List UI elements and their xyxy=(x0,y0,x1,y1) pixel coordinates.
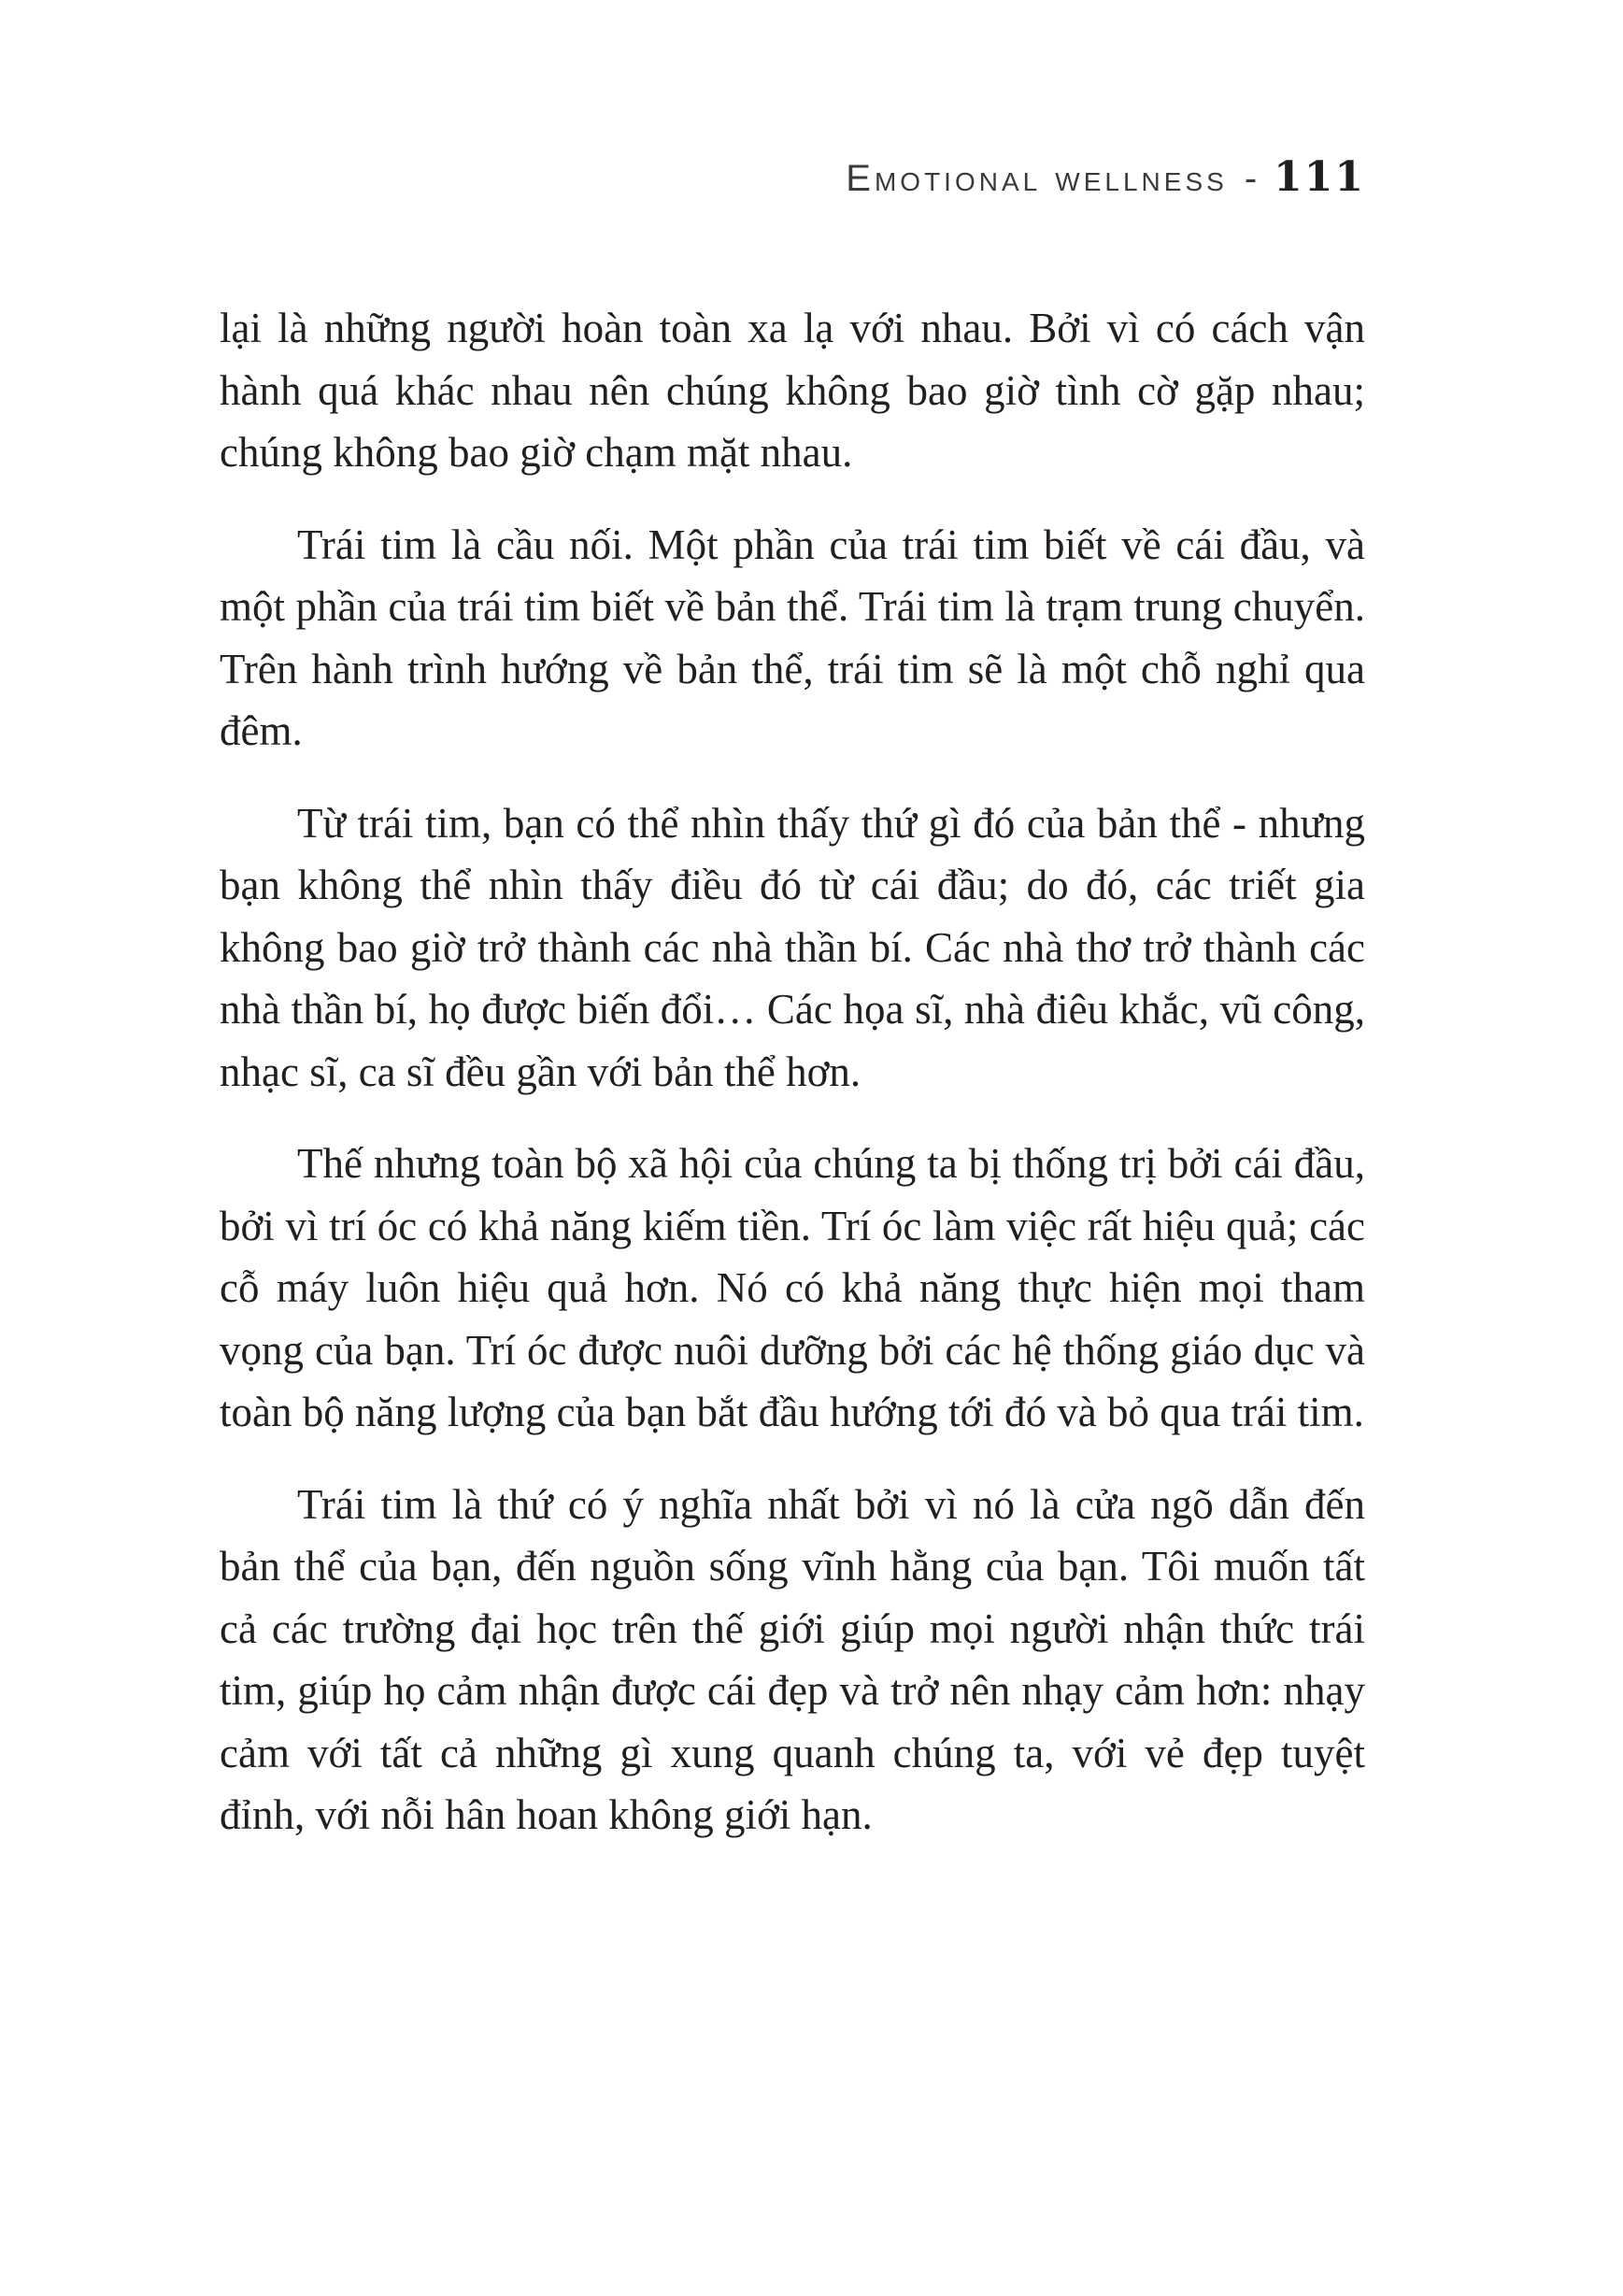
paragraph-4: Thế nhưng toàn bộ xã hội của chúng ta bị thống trị bởi cái đầu, bởi vì trí óc có khả năng kiếm tiền. Trí óc làm việc rất hiệu quả; các cỗ máy luôn hiệu quả hơn. Nó có khả năng thực hiện mọi tham vọng của bạn. Trí óc được nuôi dưỡng bởi các hệ thống giáo dục và toàn bộ năng lượng của bạn bắt đầu hướng tới đó và bỏ qua trái tim. xyxy=(220,1140,1365,1435)
page-body xyxy=(220,297,1365,1876)
running-header xyxy=(846,148,1365,208)
page-number: 111 xyxy=(1274,153,1365,201)
paragraph-1: lại là những người hoàn toàn xa lạ với nhau. Bởi vì có cách vận hành quá khác nhau nên chúng không bao giờ tình cờ gặp nhau; chúng không bao giờ chạm mặt nhau. xyxy=(220,305,1365,476)
paragraph-5: Trái tim là thứ có ý nghĩa nhất bởi vì nó là cửa ngõ dẫn đến bản thể của bạn, đến nguồn sống vĩnh hằng của bạn. Tôi muốn tất cả các trường đại học trên thế giới giúp mọi người nhận thức trái tim, giúp họ cảm nhận được cái đẹp và trở nên nhạy cảm hơn: nhạy cảm với tất cả những gì xung quanh chúng ta, với vẻ đẹp tuyệt đỉnh, với nỗi hân hoan không giới hạn. xyxy=(220,1480,1365,1838)
running-title: Emotional wellness xyxy=(846,158,1228,199)
header-separator: - xyxy=(1244,158,1261,199)
paragraph-3: Từ trái tim, bạn có thể nhìn thấy thứ gì đó của bản thể - nhưng bạn không thể nhìn thấy điều đó từ cái đầu; do đó, các triết gia không bao giờ trở thành các nhà thần bí. Các nhà thơ trở thành các nhà thần bí, họ được biến đổi… Các họa sĩ, nhà điêu khắc, vũ công, nhạc sĩ, ca sĩ đều gần với bản thể hơn. xyxy=(220,799,1365,1095)
paragraph-2: Trái tim là cầu nối. Một phần của trái tim biết về cái đầu, và một phần của trái tim biết về bản thể. Trái tim là trạm trung chuyển. Trên hành trình hướng về bản thể, trái tim sẽ là một chỗ nghỉ qua đêm. xyxy=(220,521,1365,754)
